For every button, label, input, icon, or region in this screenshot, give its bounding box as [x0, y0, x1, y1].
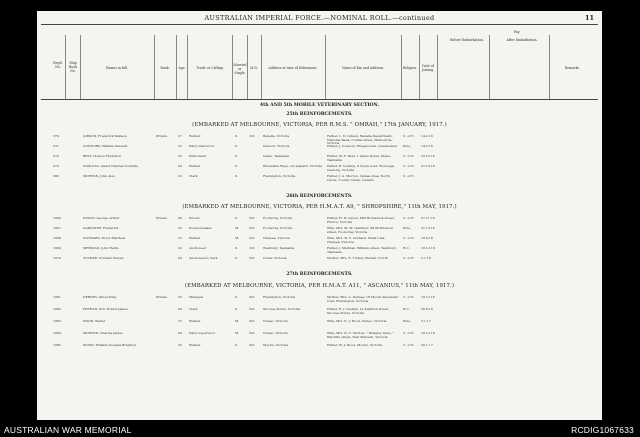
trade: Drover: [189, 216, 200, 220]
col-religion: Religion.: [402, 66, 418, 70]
marital-status: M.: [235, 226, 240, 230]
regtl-no: 380: [53, 174, 59, 178]
age: 22: [178, 343, 182, 347]
military-district: 3rd: [249, 307, 255, 311]
roll-row: [37, 165, 602, 171]
col-rank: Rank.: [160, 66, 170, 70]
age: 23: [178, 154, 182, 158]
address: Flemington, Victoria: [263, 295, 296, 299]
embarkation-line: (EMBARKED AT MELBOURNE, VICTORIA, PER H.M.A.T. A9, " SHROPSHIRE," 11th MAY, 1917.): [182, 204, 457, 210]
roll-row: [37, 155, 602, 161]
next-of-kin: Wife, Mrs. E. J. Hood, Nuneo, Victoria: [327, 319, 387, 323]
col-regtl-no: Regtl. No.: [53, 61, 63, 69]
rank: Private: [156, 295, 168, 299]
next-of-kin: Father, R. Gosling, 8 Clyde road, Wodonga, Geelong, Victoria: [327, 164, 395, 172]
date-joining: 18.12.16: [421, 246, 435, 250]
section-title: 26th REINFORCEMENTS.: [286, 194, 353, 199]
soldier-name: DYSON, George Arthur: [83, 216, 120, 220]
regtl-no: 370: [53, 134, 59, 138]
next-of-kin: Father, W. E. Best, 1 Glebe street, Glebe, Tasmania: [327, 154, 391, 162]
header-rule: [41, 24, 598, 25]
col-married: Married or Single.: [233, 63, 247, 75]
regtl-no: 371: [53, 144, 59, 148]
col-rule: [261, 35, 262, 99]
next-of-kin: Wife, Mrs. D. C. Morton, " Hedgley Dene," Ratcliffe street, East Malvern, Victoria: [327, 331, 394, 339]
col-rule: [65, 35, 66, 99]
section-title: 25th REINFORCEMENTS.: [286, 112, 353, 117]
soldier-name: GARDINER, Frederick: [83, 226, 119, 230]
marital-status: S.: [235, 154, 238, 158]
address: Moonee Ponds, Victoria: [263, 307, 301, 311]
roll-row: [37, 247, 602, 253]
marital-status: M.: [235, 319, 240, 323]
soldier-name: HOOD, Walter: [83, 319, 106, 323]
regtl-no: 1660: [53, 216, 61, 220]
trade: Horse-breaker: [189, 226, 212, 230]
col-rule: [401, 35, 402, 99]
regtl-no: 1670: [53, 256, 61, 260]
religion: C. of E.: [403, 343, 415, 347]
trade: Farmer: [189, 134, 201, 138]
marital-status: S.: [235, 216, 238, 220]
date-joining: 27.10.16: [421, 164, 435, 168]
religion: Pres.: [403, 226, 411, 230]
marital-status: M.: [235, 331, 240, 335]
age: 25: [178, 226, 182, 230]
section-title: 27th REINFORCEMENTS.: [286, 272, 353, 277]
date-joining: 22.10.16: [421, 154, 435, 158]
religion: C. of E.: [403, 295, 415, 299]
military-district: 3rd: [249, 134, 255, 138]
col-rule: [176, 35, 177, 99]
address: Cobar, Victoria: [263, 256, 287, 260]
date-joining: 31.12.16: [421, 226, 435, 230]
col-rule: [489, 35, 490, 99]
age: 22: [178, 246, 182, 250]
next-of-kin: Father, R. J. Feehan, 1a Eglinton street, Moonee Ponds, Victoria: [327, 307, 389, 315]
roll-row: [37, 320, 602, 326]
address: Ravenside Rsge, vid Jepsarit, Victoria: [263, 164, 323, 168]
footer-record-id: RCDIG1067633: [571, 425, 634, 435]
col-rule: [187, 35, 188, 99]
marital-status: S.: [235, 307, 238, 311]
col-md: M.D.: [250, 66, 258, 70]
religion: C. of E.: [403, 216, 415, 220]
roll-row: [37, 237, 602, 243]
next-of-kin: Father, J. Meridan, William street, Westbury, Tasmania: [327, 246, 397, 254]
trade: Dairy instructor: [189, 144, 215, 148]
religion: Pres.: [403, 144, 411, 148]
address: Nuneo, Victoria: [263, 331, 288, 335]
address: Footscray, Victoria: [263, 216, 293, 220]
roll-row: [37, 308, 602, 314]
address: Chelsea, Victoria: [263, 236, 290, 240]
trade: Farmer: [189, 236, 201, 240]
religion: C. of E.: [403, 174, 415, 178]
age: 24: [178, 256, 182, 260]
age: 27: [178, 236, 182, 240]
regtl-no: 372: [53, 154, 59, 158]
trade: Clerk: [189, 307, 198, 311]
col-rule: [232, 35, 233, 99]
address: Flemington, Victoria: [263, 174, 296, 178]
marital-status: S.: [235, 246, 238, 250]
col-age: Age.: [178, 66, 186, 70]
regtl-no: 1667: [53, 226, 61, 230]
regtl-no: 1684: [53, 331, 61, 335]
date-joining: 30.1.17: [421, 343, 433, 347]
roll-row: [37, 145, 602, 151]
marital-status: S.: [235, 343, 238, 347]
religion: C. of E.: [403, 164, 415, 168]
military-district: 3rd: [249, 226, 255, 230]
soldier-name: GOTHARD, Wood Matthew: [83, 236, 126, 240]
regtl-no: 1681: [53, 295, 61, 299]
religion: C. of E.: [403, 331, 415, 335]
marital-status: S.: [235, 144, 238, 148]
religion: Pres.: [403, 319, 411, 323]
military-district: 3rd: [249, 295, 255, 299]
next-of-kin: Mother, Mrs. E. Tucker, Burran, N.S.W.: [327, 256, 389, 260]
col-rule: [80, 35, 81, 99]
religion: C. of E.: [403, 134, 415, 138]
soldier-name: BEST, Horace Frederick: [83, 154, 122, 158]
roll-row: [37, 175, 602, 181]
col-rule: [247, 35, 248, 99]
regtl-no: 1668: [53, 236, 61, 240]
soldier-name: DEBNEY, Oliver King: [83, 295, 117, 299]
age: 23: [178, 174, 182, 178]
unit-title: 4th AND 5th MOBILE VETERINARY SECTION.: [259, 103, 380, 108]
col-after-embark: After Embarkation.: [506, 38, 538, 42]
col-address: Address at time of Enlistment.: [268, 66, 318, 70]
age: 26: [178, 216, 182, 220]
next-of-kin: Wife, Mrs. W. C. Gothard, Wells road, Chelsea, Victoria: [327, 236, 386, 244]
col-date-joining: Date of Joining.: [421, 64, 435, 72]
date-joining: 26.9.16: [421, 307, 433, 311]
date-joining: 5.1.16: [421, 256, 431, 260]
religion: C. of E.: [403, 256, 415, 260]
rank: Private: [156, 134, 168, 138]
next-of-kin: Wife, Mrs. M. M. Gardiner, 48 McPherson street, Footscray, Victoria: [327, 226, 393, 234]
next-of-kin: Father, J. Connors, Ringarooma, Queensland: [327, 144, 397, 148]
trade: Auctioneer: [189, 246, 207, 250]
col-pay: Pay.: [513, 30, 521, 34]
col-name: Names in full.: [105, 66, 129, 70]
date-joining: 27.11.16: [421, 216, 435, 220]
roll-page: [37, 11, 602, 420]
religion: C. of E.: [403, 154, 415, 158]
trade: Clerk: [189, 174, 198, 178]
age: 24: [178, 164, 182, 168]
date-joining: 18.4.16: [421, 236, 433, 240]
religion: R.C.: [403, 307, 410, 311]
address: Moyhu, Victoria: [263, 343, 289, 347]
embarkation-line: (EMBARKED AT MELBOURNE, VICTORIA, PER H.M.A.T. A11, " ASCANIUS," 11th MAY, 1917.): [184, 283, 455, 289]
roll-row: [37, 344, 602, 350]
trade: Dairy supervisor: [189, 331, 216, 335]
next-of-kin: Mother, Mrs. A. Debney, 18 Mount Alexander road, Flemington, Victoria: [327, 295, 399, 303]
regtl-no: 1685: [53, 343, 61, 347]
page-number: 11: [584, 14, 594, 22]
soldier-name: FEEHAN, Eric Robert James: [83, 307, 128, 311]
col-ship-book: Ship Book No.: [68, 61, 78, 73]
col-remarks: Remarks: [564, 66, 580, 70]
address: Benalla, Victoria: [263, 134, 290, 138]
trade: Farmer: [189, 319, 201, 323]
trade: Auctioneer's clerk: [189, 256, 218, 260]
col-next-of-kin: Name of Kin and Address.: [341, 66, 385, 70]
regtl-no: 1669: [53, 246, 61, 250]
rank: Private: [156, 216, 168, 220]
date-joining: 14.2.16: [421, 144, 433, 148]
marital-status: M.: [235, 236, 240, 240]
age: 24: [178, 331, 182, 335]
military-district: 3rd: [249, 319, 255, 323]
marital-status: S.: [235, 295, 238, 299]
soldier-name: MORTON, John Alex: [83, 174, 115, 178]
trade: Farmer: [189, 164, 201, 168]
col-trade: Trade or Calling.: [196, 66, 224, 70]
page-header-title: AUSTRALIAN IMPERIAL FORCE.—NOMINAL ROLL.—continued: [204, 14, 435, 22]
table-header-bottom-rule: [41, 99, 598, 100]
age: 24: [178, 307, 182, 311]
col-rule: [419, 35, 420, 99]
embarkation-line: (EMBARKED AT MELBOURNE, VICTORIA, PER R.M.S. " OMRAH," 17th JANUARY, 1917.): [192, 122, 447, 128]
next-of-kin: Father, W. J. Wood, Moyhu, Victoria: [327, 343, 383, 347]
col-rule: [154, 35, 155, 99]
col-rule: [437, 35, 438, 99]
roll-row: [37, 217, 602, 223]
age: 23: [178, 295, 182, 299]
soldier-name: CONNORS, William Stewart: [83, 144, 128, 148]
military-district: 3rd: [249, 343, 255, 347]
roll-row: [37, 227, 602, 233]
roll-row: [37, 332, 602, 338]
next-of-kin: Father, L. D. Gibson, Benalla Department, National Bank, Collins street, Melbourne, Victoria: [327, 134, 393, 146]
footer-archive-name: AUSTRALIAN WAR MEMORIAL: [4, 425, 132, 435]
soldier-name: GOSLING, Albert Charles Normille: [83, 164, 139, 168]
military-district: 3rd: [249, 256, 255, 260]
trade: Manager: [189, 295, 204, 299]
soldier-name: GIBSON, Frederick Wallace: [83, 134, 127, 138]
roll-row: [37, 296, 602, 302]
address: Westbury, Tasmania: [263, 246, 295, 250]
next-of-kin: Father, H. W. Dyson, Mill Brunswick street, Fitzroy, Victoria: [327, 216, 395, 224]
marital-status: S.: [235, 174, 238, 178]
soldier-name: WOOD, William Douglas Brighton: [83, 343, 136, 347]
address: Footscray, Victoria: [263, 226, 293, 230]
address: Dunoon, Victoria: [263, 144, 290, 148]
col-rule: [549, 35, 550, 99]
next-of-kin: Father, J. A. Morton, Camas Area, North Caves, County Cavan, Ireland: [327, 174, 390, 182]
marital-status: S.: [235, 134, 238, 138]
military-district: 3rd: [249, 236, 255, 240]
military-district: 3rd: [249, 331, 255, 335]
col-before-embark: Before Embarkation.: [450, 38, 484, 42]
age: 22: [178, 144, 182, 148]
soldier-name: TUCKER, Norman Steven: [83, 256, 124, 260]
date-joining: 14.2.16: [421, 134, 433, 138]
religion: C. of E.: [403, 236, 415, 240]
military-district: 3rd: [249, 216, 255, 220]
col-rule: [325, 35, 326, 99]
address: Nuneo, Victoria: [263, 319, 288, 323]
regtl-no: 373: [53, 164, 59, 168]
age: 27: [178, 319, 182, 323]
soldier-name: MERIDAN, John Hadfo: [83, 246, 119, 250]
marital-status: S.: [235, 256, 238, 260]
date-joining: 18.12.16: [421, 331, 435, 335]
military-district: 3rd: [249, 246, 255, 250]
marital-status: S.: [235, 164, 238, 168]
trade: Farm hand: [189, 154, 206, 158]
date-joining: 16.12.16: [421, 295, 435, 299]
regtl-no: 1682: [53, 307, 61, 311]
address: Glebe, Tasmania: [263, 154, 289, 158]
trade: Farmer: [189, 343, 201, 347]
age: 27: [178, 134, 182, 138]
roll-row: [37, 257, 602, 263]
soldier-name: MORTON, Charles James: [83, 331, 123, 335]
religion: R.C.: [403, 246, 410, 250]
regtl-no: 1683: [53, 319, 61, 323]
date-joining: 3.1.17: [421, 319, 431, 323]
